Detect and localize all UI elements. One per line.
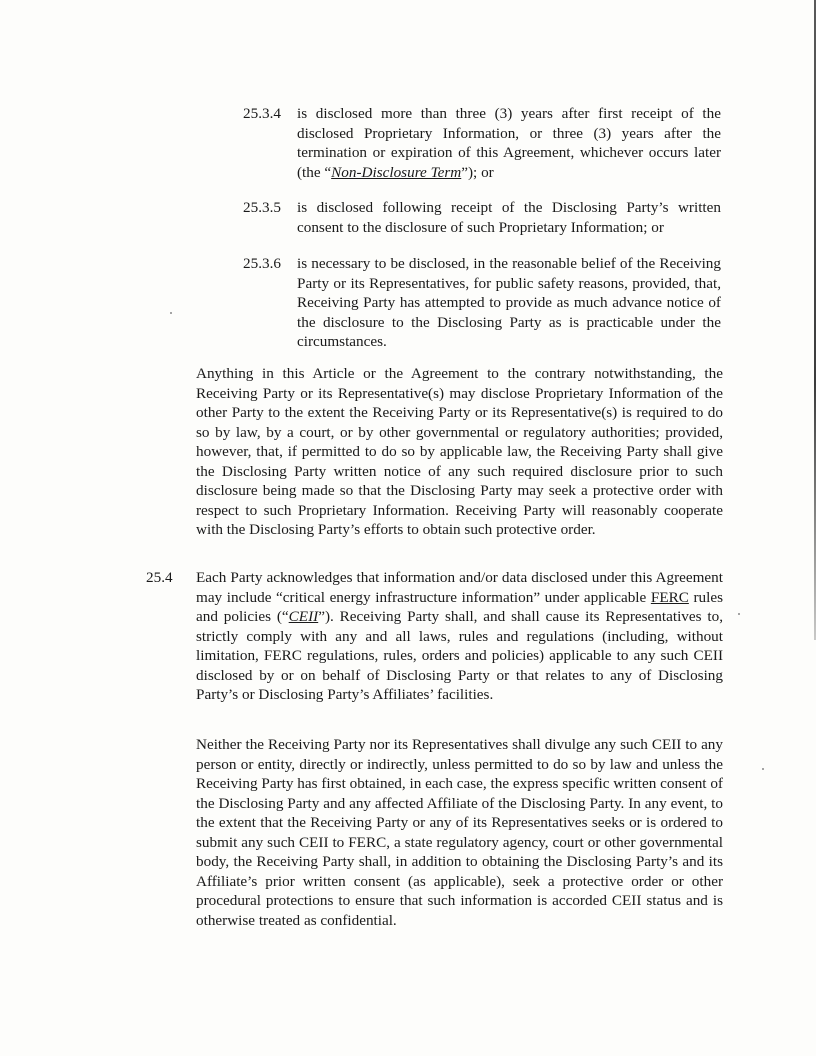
clause-25-3-6	[243, 254, 723, 354]
clause-text	[297, 104, 721, 182]
clause-25-3-4	[243, 104, 723, 184]
scan-speck	[738, 613, 740, 615]
defined-term-ceii: CEII	[288, 608, 319, 625]
clause-text-part: ”); or	[461, 163, 494, 181]
clause-text-part: is disclosed more than three (3) years after first receipt of the disclosed Proprietary Information, or three (3) years after the termination or expiration of this Agreement, whichever occurs later (the “	[297, 105, 721, 181]
clause-text-part: Each Party acknowledges that information and/or data disclosed under this Agreement may include “critical energy infrastructure information” under applicable	[196, 569, 723, 606]
clause-number: 25.3.6	[243, 255, 281, 272]
scan-speck	[762, 768, 764, 770]
clause-text	[196, 568, 723, 705]
clause-25-3-5	[243, 198, 723, 238]
clause-number: 25.3.4	[243, 105, 281, 122]
clause-number: 25.4	[146, 569, 173, 586]
clause-text: is disclosed following receipt of the Disclosing Party’s written consent to the disclosure of such Proprietary Information; or	[297, 199, 721, 236]
ferc-underlined: FERC	[650, 588, 689, 606]
clause-text-part: ”). Receiving Party shall, and shall cause its Representatives to, strictly comply with any and all laws, rules and regulations (including, without limitation, FERC regulations, rules, orders and policies) applicable to any such CEII disclosed by or on behalf of Disclosing Party or that relates to any of Disclosing Party’s or Disclosing Party’s Affiliates’ facilities.	[196, 608, 723, 703]
clause-text-part: rules and policies (“	[196, 588, 723, 625]
clause-25-4	[146, 568, 723, 718]
clause-text: is necessary to be disclosed, in the reasonable belief of the Receiving Party or its Representatives, for public safety reasons, provided, that, Receiving Party has attempted to provide as much advance notice of the disclosure to the Disclosing Party as is practicable under the circumstances.	[297, 255, 721, 350]
override-paragraph: Anything in this Article or the Agreement to the contrary notwithstanding, the Receiving Party or its Representative(s) may disclose Proprietary Information of the other Party to the extent the Receiving Party or its Representative(s) is required to do so by law, by a court, or by other governmental or regulatory authorities; provided, however, that, if permitted to do so by applicable law, the Receiving Party shall give the Disclosing Party written notice of any such required disclosure prior to such disclosure being made so that the Disclosing Party may seek a protective order with respect to such Proprietary Information. Receiving Party will reasonably cooperate with the Disclosing Party’s efforts to obtain such protective order.	[196, 365, 723, 538]
scan-speck	[170, 312, 172, 314]
defined-term-non-disclosure-term: Non-Disclosure Term	[331, 163, 462, 181]
clause-number: 25.3.5	[243, 199, 281, 216]
ceii-paragraph: Neither the Receiving Party nor its Representatives shall divulge any such CEII to any person or entity, directly or indirectly, unless permitted to do so by law and unless the Receiving Party has first obtained, in each case, the express specific written consent of the Disclosing Party and any affected Affiliate of the Disclosing Party. In any event, to the extent that the Receiving Party or any of its Representatives seeks or is ordered to submit any such CEII to FERC, a state regulatory agency, court or other governmental body, the Receiving Party shall, in addition to obtaining the Disclosing Party’s and its Affiliate’s prior written consent (as applicable), seek a protective order or other procedural protections to ensure that such information is accorded CEII status and is otherwise treated as confidential.	[196, 736, 723, 929]
